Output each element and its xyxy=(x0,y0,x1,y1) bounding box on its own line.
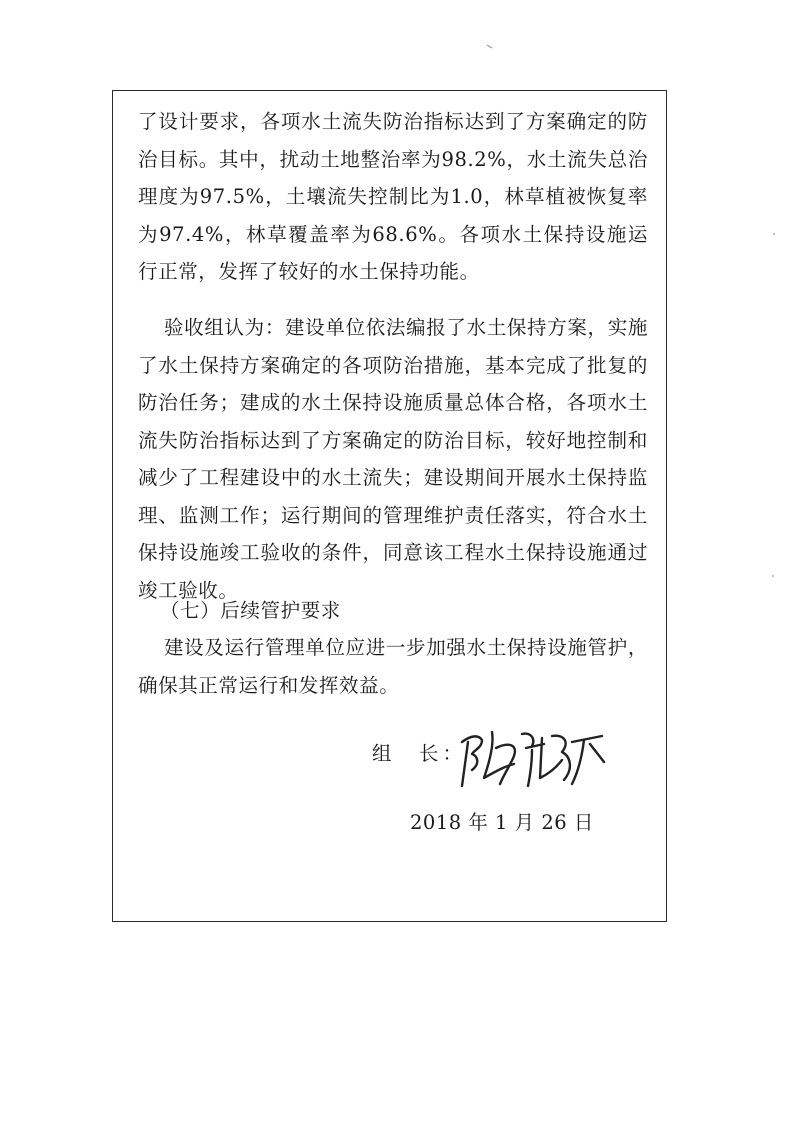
scan-speck-mark xyxy=(771,574,775,578)
signature-date: 2018 年 1 月 26 日 xyxy=(410,811,594,834)
signature-label: 组 长： xyxy=(372,742,467,765)
scan-speck-mark xyxy=(772,232,776,236)
paragraph-compliance-metrics: 了设计要求，各项水土流失防治指标达到了方案确定的防治目标。其中，扰动土地整治率为98.2%，水土流失总治理度为97.5%，土壤流失控制比为1.0，林草植被恢复率为97.4%，林草覆盖率为68.6%。各项水土保持设施运行正常，发挥了较好的水土保持功能。 xyxy=(138,110,648,283)
section-heading-follow-up: （七）后续管护要求 xyxy=(160,599,341,622)
paragraph-acceptance-conclusion: 验收组认为：建设单位依法编报了水土保持方案，实施了水土保持方案确定的各项防治措施，基本完成了批复的防治任务；建成的水土保持设施质量总体合格，各项水土流失防治指标达到了方案确定的防治目标，较好地控制和减少了工程建设中的水土流失；建设期间开展水土保持监理、监测工作；运行期间的管理维护责任落实，符合水土保持设施竣工验收的条件，同意该工程水土保持设施通过竣工验收。 xyxy=(138,316,648,602)
paragraph-follow-up-requirements: 建设及运行管理单位应进一步加强水土保持设施管护，确保其正常运行和发挥效益。 xyxy=(138,636,648,697)
handwritten-signature xyxy=(452,720,612,792)
scan-speck-mark xyxy=(486,44,494,50)
